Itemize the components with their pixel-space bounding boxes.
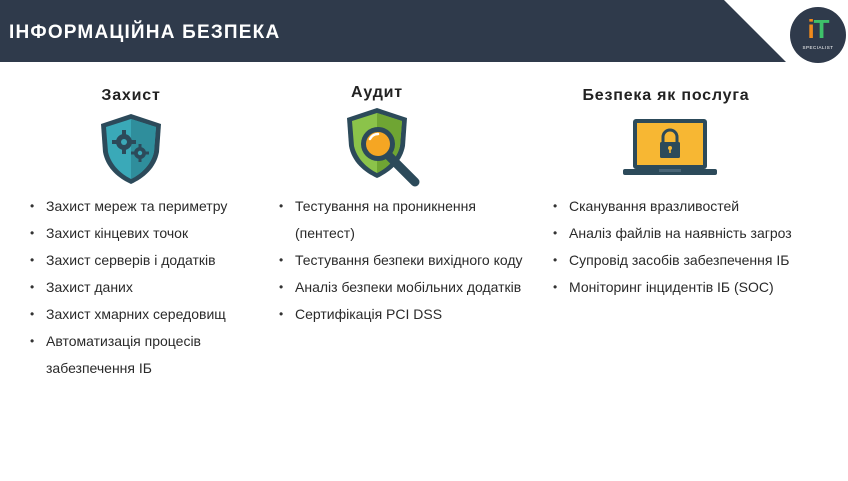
- list-item: • Сканування вразливостей: [553, 193, 833, 220]
- list-item: • Тестування безпеки вихідного коду: [279, 247, 539, 274]
- list-item: • Захист мереж та периметру: [30, 193, 260, 220]
- list-item: • Моніторинг інцидентів ІБ (SOC): [553, 274, 833, 301]
- list-item: • Захист кінцевих точок: [30, 220, 260, 247]
- it-specialist-logo: [790, 7, 846, 63]
- list-item: • Автоматизація процесів: [30, 328, 260, 355]
- column-title-protection: Захист: [101, 87, 161, 104]
- shield-gears-icon: [98, 112, 164, 186]
- laptop-lock-icon: [621, 117, 719, 179]
- list-item: • Супровід засобів забезпечення ІБ: [553, 247, 833, 274]
- list-item: • Сертифікація PCI DSS: [279, 301, 539, 328]
- list-item: • Аналіз файлів на наявність загроз: [553, 220, 833, 247]
- logo-subtitle: SPECIALIST: [802, 45, 834, 50]
- list-item-continuation: (пентест): [295, 225, 355, 241]
- page-title: ІНФОРМАЦІЙНА БЕЗПЕКА: [9, 22, 281, 43]
- protection-list: [30, 193, 260, 382]
- list-item: • Тестування на проникнення: [279, 193, 539, 220]
- list-item: • Аналіз безпеки мобільних додатків: [279, 274, 539, 301]
- logo-letter-t: T: [813, 14, 829, 44]
- column-title-security-as-service: Безпека як послуга: [582, 87, 750, 104]
- column-title-audit: Аудит: [351, 84, 403, 101]
- audit-list: [279, 193, 539, 328]
- shield-magnifier-icon: [345, 106, 425, 188]
- list-item: • Захист серверів і додатків: [30, 247, 260, 274]
- list-item: • Захист даних: [30, 274, 260, 301]
- logo-letter-i: i: [807, 14, 814, 44]
- list-item-continuation: забезпечення ІБ: [46, 360, 152, 376]
- list-item: • Захист хмарних середовищ: [30, 301, 260, 328]
- service-list: [553, 193, 833, 301]
